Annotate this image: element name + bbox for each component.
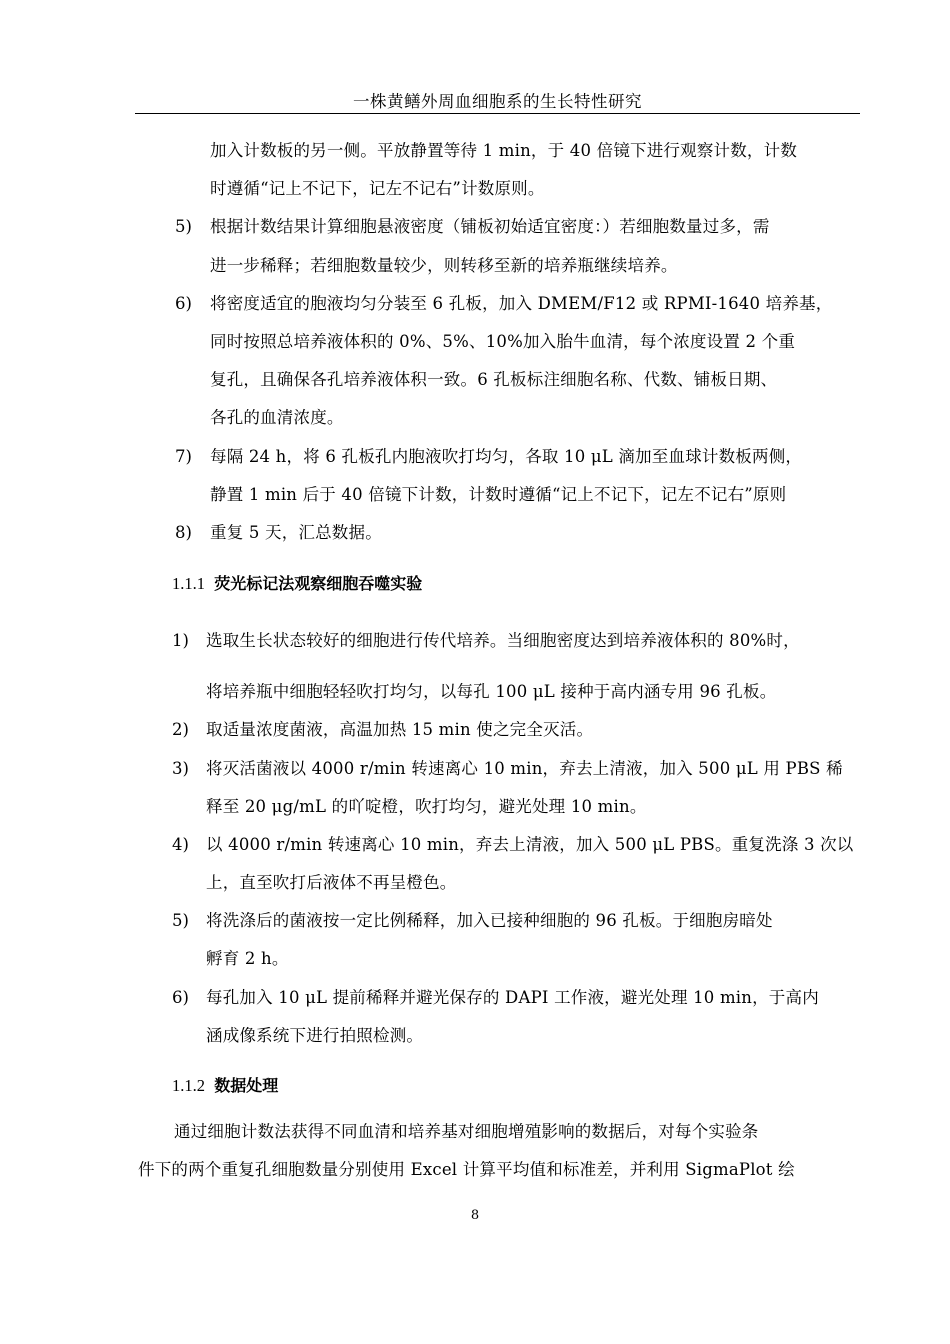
list-item-number: 3) (172, 759, 189, 778)
list-item-line: 进一步稀释；若细胞数量较少，则转移至新的培养瓶继续培养。 (210, 256, 678, 275)
section-heading (172, 1075, 278, 1097)
section-heading-number: 1.1.2 (172, 1076, 205, 1095)
paragraph-line: 加入计数板的另一侧。平放静置等待 1 min，于 40 倍镜下进行观察计数，计数 (210, 141, 798, 160)
list-item-line: 根据计数结果计算细胞悬液密度（铺板初始适宜密度：）若细胞数量过多，需 (210, 217, 770, 236)
header-divider (135, 113, 860, 114)
list-item-line: 每孔加入 10 μL 提前稀释并避光保存的 DAPI 工作液，避光处理 10 min，于高内 (206, 988, 819, 1007)
list-item-line: 涵成像系统下进行拍照检测。 (206, 1026, 424, 1045)
list-item-line: 孵育 2 h。 (206, 949, 289, 968)
list-item-line: 复孔，且确保各孔培养液体积一致。6 孔板标注细胞名称、代数、铺板日期、 (210, 370, 778, 389)
list-item-line: 释至 20 μg/mL 的吖啶橙，吹打均匀，避光处理 10 min。 (206, 797, 647, 816)
list-item-line: 各孔的血清浓度。 (210, 408, 344, 427)
list-item-line: 选取生长状态较好的细胞进行传代培养。当细胞密度达到培养液体积的 80%时， (206, 631, 800, 650)
list-item-number: 4) (172, 835, 189, 854)
list-item-line: 上，直至吹打后液体不再呈橙色。 (206, 873, 457, 892)
list-item-number: 5) (175, 217, 192, 236)
paragraph-line: 件下的两个重复孔细胞数量分别使用 Excel 计算平均值和标准差，并利用 SigmaPlot 绘 (138, 1160, 795, 1179)
list-item-number: 6) (172, 988, 189, 1007)
list-item-number: 1) (172, 631, 189, 650)
list-item-line: 将密度适宜的胞液均匀分装至 6 孔板，加入 DMEM/F12 或 RPMI-1640 培养基， (210, 294, 833, 313)
section-heading-text: 荧光标记法观察细胞吞噬实验 (214, 574, 423, 593)
list-item-line: 每隔 24 h，将 6 孔板孔内胞液吹打均匀，各取 10 μL 滴加至血球计数板两侧， (210, 447, 803, 466)
list-item-line: 将灭活菌液以 4000 r/min 转速离心 10 min，弃去上清液，加入 500 μL 用 PBS 稀 (206, 759, 843, 778)
list-item-line: 重复 5 天，汇总数据。 (210, 523, 382, 542)
page-number: 8 (470, 1208, 480, 1223)
list-item-line: 同时按照总培养液体积的 0%、5%、10%加入胎牛血清，每个浓度设置 2 个重 (210, 332, 796, 351)
list-item-number: 7) (175, 447, 192, 466)
list-item-line: 取适量浓度菌液，高温加热 15 min 使之完全灭活。 (206, 720, 594, 739)
page-header-title: 一株黄鳝外周血细胞系的生长特性研究 (353, 92, 642, 111)
list-item-line: 将培养瓶中细胞轻轻吹打均匀，以每孔 100 μL 接种于高内涵专用 96 孔板。 (206, 682, 777, 701)
list-item-line: 静置 1 min 后于 40 倍镜下计数，计数时遵循“记上不记下，记左不记右”原则 (210, 485, 787, 504)
section-heading (172, 573, 422, 595)
section-heading-text: 数据处理 (214, 1076, 279, 1095)
list-item-line: 将洗涤后的菌液按一定比例稀释，加入已接种细胞的 96 孔板。于细胞房暗处 (206, 911, 773, 930)
paragraph-line: 时遵循“记上不记下，记左不记右”计数原则。 (210, 179, 545, 198)
list-item-number: 8) (175, 523, 192, 542)
list-item-line: 以 4000 r/min 转速离心 10 min，弃去上清液，加入 500 μL PBS。重复洗涤 3 次以 (206, 835, 854, 854)
paragraph-line: 通过细胞计数法获得不同血清和培养基对细胞增殖影响的数据后，对每个实验条 (174, 1122, 759, 1141)
section-heading-number: 1.1.1 (172, 574, 205, 593)
list-item-number: 2) (172, 720, 189, 739)
list-item-number: 6) (175, 294, 192, 313)
list-item-number: 5) (172, 911, 189, 930)
